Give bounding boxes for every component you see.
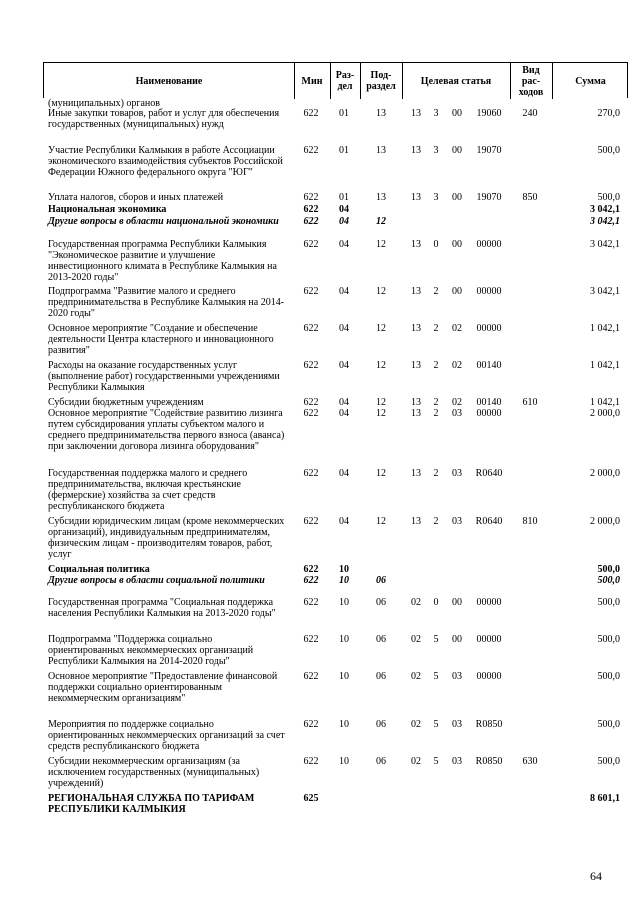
cell-target-2: 5: [433, 671, 439, 682]
cell-target-3: 03: [452, 468, 462, 479]
cell-target-1: 02: [411, 671, 421, 682]
cell-sum: 500,0: [597, 634, 620, 645]
cell-razdel: 10: [339, 719, 349, 730]
cell-target-4: 00000: [476, 671, 502, 682]
cell-podrazdel: 06: [376, 671, 386, 682]
cell-podrazdel: 12: [376, 216, 386, 227]
cell-target-3: 02: [452, 397, 462, 408]
cell-target-3: 03: [452, 671, 462, 682]
cell-razdel: 04: [339, 323, 349, 334]
cell-target-2: 5: [433, 634, 439, 645]
cell-min: 622: [303, 108, 319, 119]
table-row: [43, 323, 628, 360]
cell-min: 622: [303, 634, 319, 645]
table-row: [43, 597, 628, 634]
cell-razdel: 10: [339, 756, 349, 767]
table-header: [43, 62, 628, 98]
cell-name: Основное мероприятие "Создание и обеспечение деятельности Центра кластерного и инновационного развития": [48, 323, 274, 356]
cell-name: Основное мероприятие "Предоставление финансовой поддержки социально ориентированным некоммерческим организациям": [48, 671, 278, 704]
cell-min: 622: [303, 216, 319, 227]
cell-target-3: 00: [452, 286, 462, 297]
cell-target-3: 00: [452, 597, 462, 608]
cell-target-1: 13: [411, 145, 421, 156]
cell-target-1: 13: [411, 408, 421, 419]
cell-sum: 3 042,1: [590, 204, 620, 215]
table-row: [43, 216, 628, 239]
header-vid: Вид рас- ходов: [518, 64, 544, 98]
cell-name: Уплата налогов, сборов и иных платежей: [48, 192, 224, 203]
table-row: [43, 719, 628, 756]
cell-target-4: R0850: [475, 719, 503, 730]
page-number: 64: [590, 869, 602, 883]
cell-target-3: 00: [452, 634, 462, 645]
header-podrazdel: Под- раздел: [366, 70, 396, 92]
cell-podrazdel: 06: [376, 634, 386, 645]
table-row: [43, 204, 628, 216]
cell-sum: 3 042,1: [590, 216, 620, 227]
table-row: [43, 756, 628, 793]
cell-razdel: 04: [339, 408, 349, 419]
table-row: [43, 575, 628, 597]
cell-target-3: 00: [452, 239, 462, 250]
cell-target-3: 00: [452, 108, 462, 119]
table-row: [43, 397, 628, 408]
cell-podrazdel: 12: [376, 397, 386, 408]
cell-sum: 1 042,1: [590, 397, 620, 408]
table-row: [43, 286, 628, 323]
cell-razdel: 10: [339, 564, 349, 575]
cell-name: (муниципальных) органов: [48, 98, 161, 109]
cell-sum: 3 042,1: [590, 239, 620, 250]
cell-min: 622: [303, 516, 319, 527]
cell-min: 622: [303, 756, 319, 767]
cell-name: Государственная программа "Социальная поддержка населения Республики Калмыкия на 2013-2020 годы": [48, 597, 276, 619]
header-razdel: Раз- дел: [335, 70, 355, 92]
cell-target-3: 00: [452, 192, 462, 203]
cell-target-1: 13: [411, 397, 421, 408]
cell-name: Другие вопросы в области социальной политики: [48, 575, 265, 586]
cell-min: 622: [303, 192, 319, 203]
cell-razdel: 04: [339, 397, 349, 408]
cell-name: Иные закупки товаров, работ и услуг для обеспечения государственных (муниципальных) нужд: [48, 108, 280, 130]
table-row: [43, 468, 628, 516]
cell-min: 622: [303, 575, 319, 586]
cell-min: 622: [303, 286, 319, 297]
cell-min: 622: [303, 360, 319, 371]
table-row: [43, 98, 628, 108]
cell-vid: 630: [522, 756, 538, 767]
cell-name: Основное мероприятие "Содействие развитию лизинга путем субсидирования уплаты субъектом малого и среднего предпринимательства первого взноса (аванса) при заключении договора лизинга оборудования": [48, 408, 285, 452]
cell-target-4: 00000: [476, 286, 502, 297]
cell-target-2: 3: [433, 192, 439, 203]
cell-podrazdel: 12: [376, 286, 386, 297]
cell-name: Социальная политика: [48, 564, 150, 575]
cell-target-3: 02: [452, 323, 462, 334]
cell-name: Участие Республики Калмыкия в работе Ассоциации экономического взаимодействия субъектов Российской Федерации Южного федерального округа "ЮГ": [48, 145, 283, 178]
cell-target-2: 2: [433, 468, 439, 479]
cell-sum: 2 000,0: [590, 516, 620, 527]
cell-min: 622: [303, 719, 319, 730]
cell-target-2: 0: [433, 597, 439, 608]
cell-name: Государственная поддержка малого и среднего предпринимательства, включая крестьянские (фермерские) хозяйства за счет средств республиканского бюджета: [48, 468, 248, 512]
cell-podrazdel: 13: [376, 145, 386, 156]
cell-target-4: R0850: [475, 756, 503, 767]
cell-sum: 500,0: [597, 564, 620, 575]
cell-target-3: 03: [452, 408, 462, 419]
cell-podrazdel: 12: [376, 239, 386, 250]
cell-target-1: 13: [411, 286, 421, 297]
cell-podrazdel: 12: [376, 408, 386, 419]
cell-target-3: 03: [452, 516, 462, 527]
cell-sum: 8 601,1: [590, 793, 620, 804]
cell-name: Другие вопросы в области национальной экономики: [48, 216, 279, 227]
table-row: [43, 360, 628, 397]
cell-sum: 500,0: [597, 756, 620, 767]
cell-target-1: 02: [411, 597, 421, 608]
cell-target-1: 13: [411, 360, 421, 371]
cell-podrazdel: 13: [376, 192, 386, 203]
cell-razdel: 04: [339, 239, 349, 250]
cell-vid: 240: [522, 108, 538, 119]
cell-sum: 500,0: [597, 192, 620, 203]
cell-target-4: 00000: [476, 634, 502, 645]
cell-target-1: 02: [411, 634, 421, 645]
cell-target-1: 02: [411, 756, 421, 767]
cell-podrazdel: 12: [376, 468, 386, 479]
cell-target-4: 00000: [476, 597, 502, 608]
cell-target-1: 13: [411, 323, 421, 334]
header-min: Мин: [301, 75, 323, 87]
cell-min: 622: [303, 323, 319, 334]
cell-sum: 500,0: [597, 597, 620, 608]
cell-min: 622: [303, 397, 319, 408]
cell-target-4: 00000: [476, 408, 502, 419]
cell-sum: 1 042,1: [590, 360, 620, 371]
cell-target-2: 5: [433, 719, 439, 730]
cell-razdel: 10: [339, 597, 349, 608]
cell-target-3: 03: [452, 756, 462, 767]
cell-podrazdel: 06: [376, 575, 386, 586]
cell-podrazdel: 06: [376, 597, 386, 608]
cell-target-4: 00140: [476, 360, 502, 371]
header-sum: Сумма: [575, 75, 606, 87]
cell-min: 625: [303, 793, 319, 804]
cell-target-3: 03: [452, 719, 462, 730]
cell-name: Субсидии некоммерческим организациям (за исключением государственных (муниципальных) учреждений): [48, 756, 260, 789]
cell-podrazdel: 12: [376, 323, 386, 334]
cell-vid: 610: [522, 397, 538, 408]
cell-razdel: 04: [339, 216, 349, 227]
cell-razdel: 10: [339, 671, 349, 682]
cell-target-4: 19070: [476, 145, 502, 156]
cell-podrazdel: 12: [376, 516, 386, 527]
cell-sum: 500,0: [597, 145, 620, 156]
cell-target-1: 13: [411, 192, 421, 203]
cell-target-2: 3: [433, 108, 439, 119]
cell-min: 622: [303, 597, 319, 608]
cell-target-4: R0640: [475, 468, 503, 479]
cell-target-1: 13: [411, 108, 421, 119]
cell-target-1: 13: [411, 239, 421, 250]
cell-name: Субсидии юридическим лицам (кроме некоммерческих организаций), индивидуальным предпринимателям, физическим лицам - производителям товаров, работ, услуг: [48, 516, 285, 560]
cell-min: 622: [303, 239, 319, 250]
cell-target-4: 00000: [476, 323, 502, 334]
table-row: [43, 239, 628, 286]
cell-razdel: 04: [339, 468, 349, 479]
cell-sum: 500,0: [597, 719, 620, 730]
cell-target-2: 2: [433, 323, 439, 334]
cell-target-4: 19070: [476, 192, 502, 203]
cell-target-1: 02: [411, 719, 421, 730]
table-row: [43, 634, 628, 671]
table-row: [43, 793, 628, 817]
cell-sum: 1 042,1: [590, 323, 620, 334]
cell-razdel: 10: [339, 575, 349, 586]
cell-name: Субсидии бюджетным учреждениям: [48, 397, 204, 408]
table-row: [43, 671, 628, 719]
cell-razdel: 10: [339, 634, 349, 645]
table-row: [43, 145, 628, 192]
cell-razdel: 04: [339, 286, 349, 297]
cell-razdel: 01: [339, 145, 349, 156]
cell-target-1: 13: [411, 468, 421, 479]
cell-target-4: 00000: [476, 239, 502, 250]
cell-target-2: 2: [433, 408, 439, 419]
header-target: Целевая статья: [420, 75, 492, 87]
cell-vid: 850: [522, 192, 538, 203]
cell-target-2: 0: [433, 239, 439, 250]
cell-sum: 500,0: [597, 575, 620, 586]
cell-name: РЕГИОНАЛЬНАЯ СЛУЖБА ПО ТАРИФАМ РЕСПУБЛИКИ КАЛМЫКИЯ: [48, 793, 255, 815]
cell-target-1: 13: [411, 516, 421, 527]
cell-sum: 2 000,0: [590, 408, 620, 419]
cell-target-3: 02: [452, 360, 462, 371]
cell-razdel: 04: [339, 516, 349, 527]
cell-razdel: 01: [339, 108, 349, 119]
cell-target-2: 2: [433, 397, 439, 408]
table-row: [43, 408, 628, 468]
cell-podrazdel: 06: [376, 719, 386, 730]
table-row: [43, 192, 628, 204]
cell-min: 622: [303, 145, 319, 156]
cell-podrazdel: 06: [376, 756, 386, 767]
cell-target-2: 5: [433, 756, 439, 767]
cell-name: Расходы на оказание государственных услуг (выполнение работ) государственными учреждениями Республики Калмыкия: [48, 360, 280, 393]
cell-name: Подпрограмма "Развитие малого и среднего предпринимательства в Республике Калмыкия на 2014-2020 годы": [48, 286, 285, 319]
cell-name: Государственная программа Республики Калмыкия "Экономическое развитие и улучшение инвестиционного климата в Республике Калмыкия на 2013-2020 годы": [48, 239, 277, 283]
cell-sum: 3 042,1: [590, 286, 620, 297]
cell-target-2: 2: [433, 516, 439, 527]
cell-razdel: 01: [339, 192, 349, 203]
cell-name: Национальная экономика: [48, 204, 167, 215]
table-row: [43, 516, 628, 564]
cell-sum: 270,0: [597, 108, 620, 119]
cell-sum: 500,0: [597, 671, 620, 682]
cell-min: 622: [303, 671, 319, 682]
cell-podrazdel: 13: [376, 108, 386, 119]
cell-target-2: 2: [433, 286, 439, 297]
cell-name: Мероприятия по поддержке социально ориентированных некоммерческих организаций за счет средств республиканского бюджета: [48, 719, 285, 752]
table-body: [43, 98, 628, 817]
cell-podrazdel: 12: [376, 360, 386, 371]
cell-razdel: 04: [339, 204, 349, 215]
header-name: Наименование: [135, 75, 203, 87]
cell-vid: 810: [522, 516, 538, 527]
cell-min: 622: [303, 468, 319, 479]
cell-name: Подпрограмма "Поддержка социально ориентированных некоммерческих организаций Республики Калмыкия на 2014-2020 годы": [48, 634, 254, 667]
cell-target-4: 19060: [476, 108, 502, 119]
cell-target-4: R0640: [475, 516, 503, 527]
cell-sum: 2 000,0: [590, 468, 620, 479]
cell-min: 622: [303, 564, 319, 575]
cell-razdel: 04: [339, 360, 349, 371]
cell-target-3: 00: [452, 145, 462, 156]
table-row: [43, 108, 628, 145]
cell-target-2: 2: [433, 360, 439, 371]
cell-target-4: 00140: [476, 397, 502, 408]
cell-min: 622: [303, 408, 319, 419]
cell-min: 622: [303, 204, 319, 215]
cell-target-2: 3: [433, 145, 439, 156]
table-row: [43, 564, 628, 575]
